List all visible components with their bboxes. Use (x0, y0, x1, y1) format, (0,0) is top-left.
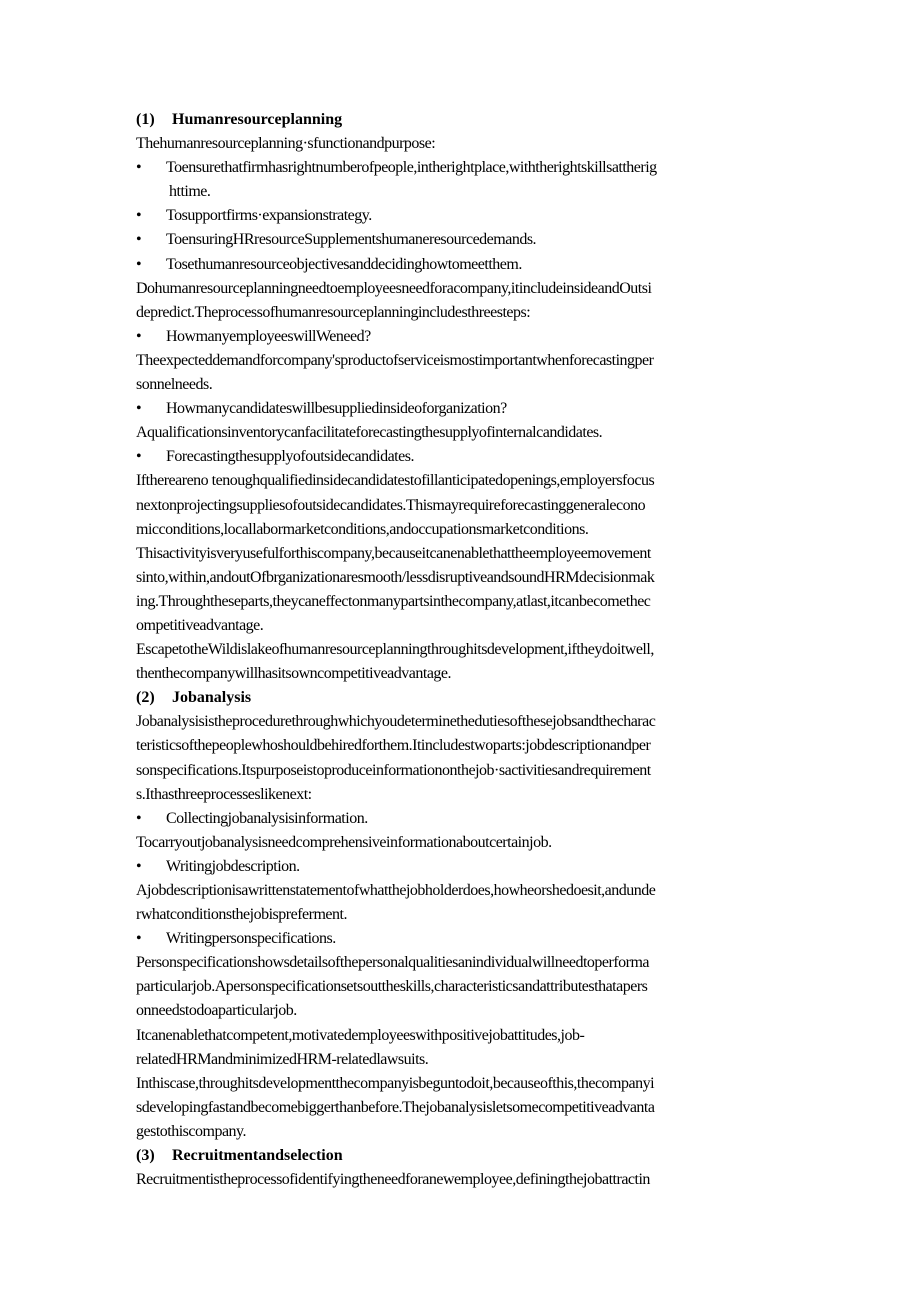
bullet-continuation: httime. (169, 183, 211, 201)
paragraph-line: EscapetotheWildislakeofhumanresourceplanningthroughitsdevelopment,iftheydoitwell, (136, 641, 654, 659)
section-heading-3 (136, 1144, 788, 1168)
paragraph-line: Recruitmentistheprocessofidentifyingtheneedforanewemployee,definingthejobattractin (136, 1171, 650, 1189)
bullet-item (136, 228, 788, 252)
bullet-text: Writingpersonspecifications. (166, 930, 336, 948)
bullet-icon: • (136, 400, 142, 418)
bullet-icon: • (136, 255, 142, 273)
paragraph-line: sinto,within,andoutOfbrganizationaresmooth/lessdisruptiveandsoundHRMdecisionmak (136, 568, 655, 586)
paragraph-line: relatedHRMandminimizedHRM-relatedlawsuits. (136, 1050, 429, 1068)
bullet-item (136, 156, 788, 180)
paragraph-line: onneedstodoaparticularjob. (136, 1002, 297, 1020)
paragraph-line: sonspecifications.Itspurposeistoproduceinformationonthejob·sactivitiesandrequirement (136, 761, 651, 779)
bullet-item (136, 204, 788, 228)
paragraph-line: Dohumanresourceplanningneedtoemployeesneedforacompany,itincludeinsideandOutsi (136, 279, 652, 297)
paragraph-line: ing.Throughtheseparts,theycaneffectonmanypartsinthecompany,atlast,itcanbecomethec (136, 592, 651, 610)
paragraph-line: Jobanalysisistheprocedurethroughwhichyoudeterminethedutiesofthesejobsandthecharac (136, 713, 656, 731)
paragraph-line: s.Ithasthreeprocesseslikenext: (136, 785, 312, 803)
bullet-item (136, 397, 788, 421)
paragraph-line: particularjob.Apersonspecificationsetsouttheskills,characteristicsandattributesthatapers (136, 978, 648, 996)
bullet-item (136, 927, 788, 951)
paragraph-line: sdevelopingfastandbecomebiggerthanbefore.Thejobanalysisletsomecompetitiveadvanta (136, 1098, 655, 1116)
bullet-item (136, 445, 788, 469)
paragraph-line: Thehumanresourceplanning·sfunctionandpurpose: (136, 135, 436, 153)
paragraph-line: Inthiscase,throughitsdevelopmentthecompanyisbeguntodoit,becauseofthis,thecompanyi (136, 1074, 655, 1092)
bullet-icon: • (136, 930, 142, 948)
paragraph-line: micconditions,locallabormarketconditions,andoccupationsmarketconditions. (136, 520, 589, 538)
bullet-item (136, 253, 788, 277)
bullet-item (136, 855, 788, 879)
paragraph-line: ompetitiveadvantage. (136, 616, 264, 634)
section-title: Humanresourceplanning (172, 111, 343, 128)
paragraph-line: depredict.Theprocessofhumanresourceplanningincludesthreesteps: (136, 303, 531, 321)
bullet-text: Forecastingthesupplyofoutsidecandidates. (166, 448, 414, 466)
bullet-text: Tosupportfirms·expansionstrategy. (166, 207, 372, 225)
bullet-text: Tosethumanresourceobjectivesanddecidinghowtomeetthem. (166, 255, 522, 273)
section-title: Jobanalysis (172, 689, 252, 707)
paragraph-line: gestothiscompany. (136, 1122, 246, 1140)
bullet-text: HowmanyemployeeswillWeneed? (166, 327, 371, 345)
paragraph-line: rwhatconditionsthejobispreferment. (136, 906, 347, 924)
bullet-icon: • (136, 231, 142, 249)
paragraph-line: Theexpecteddemandforcompany'sproductofserviceismostimportantwhenforecastingper (136, 351, 654, 369)
paragraph-line: Ifthereareno tenoughqualifiedinsidecandidatestofillanticipatedopenings,employersfocus (136, 472, 655, 490)
paragraph-line: Aqualificationsinventorycanfacilitateforecastingthesupplyofinternalcandidates. (136, 424, 603, 442)
section-heading-1 (136, 108, 788, 132)
section-heading-2 (136, 686, 788, 710)
bullet-item (136, 807, 788, 831)
section-number: (1) (136, 111, 155, 128)
bullet-item (136, 325, 788, 349)
bullet-icon: • (136, 857, 142, 875)
bullet-text: Toensurethatfirmhasrightnumberofpeople,intherightplace,withtherightskillsattherig (166, 159, 657, 177)
paragraph-line: thenthecompanywillhasitsowncompetitiveadvantage. (136, 665, 452, 683)
section-number: (2) (136, 689, 155, 707)
bullet-icon: • (136, 448, 142, 466)
paragraph-line: Personspecificationshowsdetailsofthepersonalqualitiesanindividualwillneedtoperforma (136, 954, 650, 972)
bullet-text: Howmanycandidateswillbesuppliedinsideoforganization? (166, 400, 507, 418)
paragraph-line: Tocarryoutjobanalysisneedcomprehensiveinformationaboutcertainjob. (136, 833, 552, 851)
bullet-icon: • (136, 327, 142, 345)
paragraph-line: teristicsofthepeoplewhoshouldbehiredforthem.Itincludestwoparts:jobdescriptionandper (136, 737, 651, 755)
bullet-icon: • (136, 809, 142, 827)
paragraph-line: nextonprojectingsuppliesofoutsidecandidates.Thismayrequireforecastinggeneralecono (136, 496, 646, 514)
bullet-icon: • (136, 159, 142, 177)
paragraph-line: sonnelneeds. (136, 376, 213, 394)
bullet-text: Writingjobdescription. (166, 857, 300, 875)
section-title: Recruitmentandselection (172, 1147, 343, 1165)
paragraph-line: Thisactivityisveryusefulforthiscompany,becauseitcanenablethattheemployeemovement (136, 544, 651, 562)
bullet-icon: • (136, 207, 142, 225)
paragraph-line: Ajobdescriptionisawrittenstatementofwhatthejobholderdoes,howheorshedoesit,andunde (136, 882, 656, 899)
bullet-text: ToensuringHRresourceSupplementshumaneresourcedemands. (166, 231, 537, 249)
section-number: (3) (136, 1147, 155, 1165)
bullet-text: Collectingjobanalysisinformation. (166, 809, 368, 827)
paragraph-line: Itcanenablethatcompetent,motivatedemployeeswithpositivejobattitudes,job- (136, 1026, 585, 1044)
document-page (136, 108, 788, 1192)
